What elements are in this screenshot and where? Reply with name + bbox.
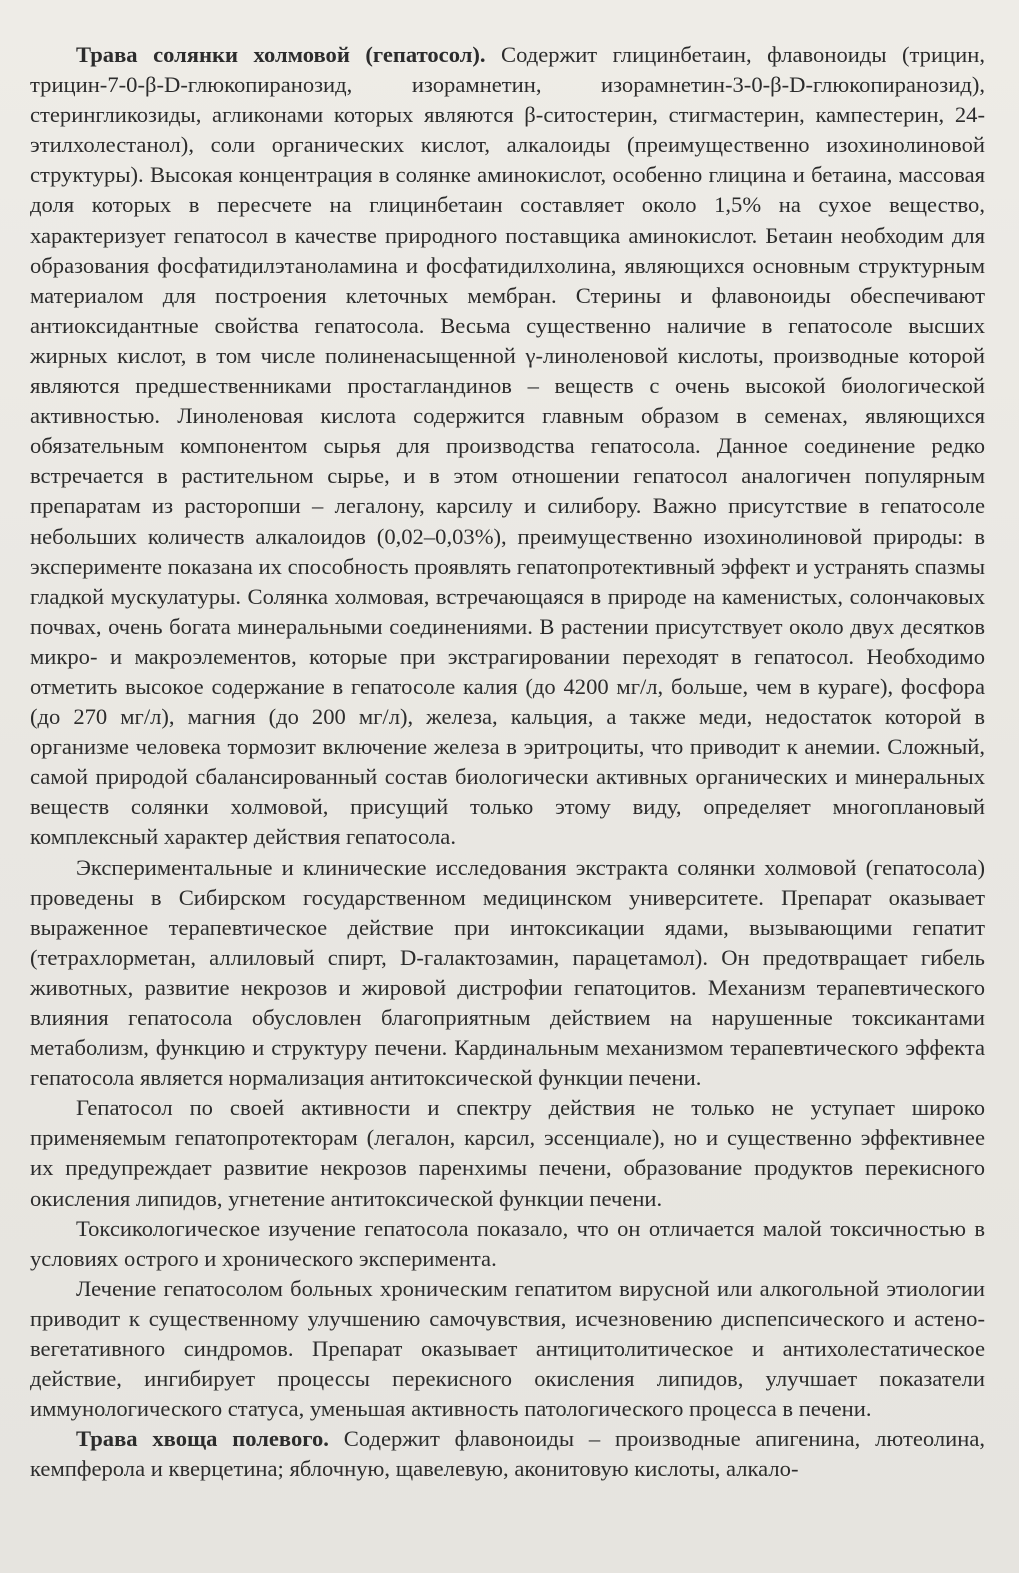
paragraph-text: Токсикологическое изучение гепатосола показало, что он отличается малой токсичностью в условиях острого и хронического эксперимента. <box>30 1215 985 1271</box>
paragraph-text: Содержит флавоноиды – производные апигенина, лютеолина, кемпферола и кверцетина; яблочную, щавелевую, аконитовую кислоты, алкало- <box>30 1426 985 1482</box>
paragraph-toxicology <box>30 1214 985 1274</box>
paragraph-horsetail <box>30 1424 985 1484</box>
paragraph-text: Гепатосол по своей активности и спектру действия не только не уступает широко применяемым гепатопротекторам (легалон, карсил, эссенциале), но и существенно эффективнее их предупреждает развитие некрозов паренхимы печени, образование продуктов перекисного окисления липидов, угнетение антитоксической функции печени. <box>30 1095 985 1211</box>
paragraph-comparison <box>30 1093 985 1213</box>
paragraph-text: Экспериментальные и клинические исследования экстракта солянки холмовой (гепатосола) проведены в Сибирском государственном медицинском университете. Препарат оказывает выраженное терапевтическое действие при интоксикации ядами, вызывающими гепатит (тетрахлорметан, аллиловый спирт, D-галактозамин, парацетамол). Он предотвращает гибель животных, развитие некрозов и жировой дистрофии гепатоцитов. Механизм терапевтического влияния гепатосола обусловлен благоприятным действием на нарушенные токсикантами метаболизм, функцию и структуру печени. Кардинальным механизмом терапевтического эффекта гепатосола является нормализация антитоксической функции печени. <box>30 854 985 1091</box>
section-heading-hepatosol: Трава солянки холмовой (гепатосол). <box>76 42 486 67</box>
paragraph-text: Лечение гепатосолом больных хроническим гепатитом вирусной или алкогольной этиологии приводит к существенному улучшению самочувствия, исчезновению диспепсического и астено-вегетативного синдромов. Препарат оказывает антицитолитическое и антихолестатическое действие, ингибирует процессы перекисного окисления липидов, улучшает показатели иммунологического статуса, уменьшая активность патологического процесса в печени. <box>30 1275 985 1422</box>
paragraph-treatment <box>30 1274 985 1424</box>
paragraph-text: Содержит глицинбетаин, флавоноиды (трицин, трицин-7-0-β-D-глюкопиранозид, изорамнетин, изорамнетин-3-0-β-D-глюкопиранозид), стерингликозиды, агликонами которых являются β-ситостерин, стигмастерин, кампестерин, 24-этилхолестанол), соли органических кислот, алкалоиды (преимущественно изохинолиновой структуры). Высокая концентрация в солянке аминокислот, особенно глицина и бетаина, массовая доля которых в пересчете на глицинбетаин составляет около 1,5% на сухое вещество, характеризует гепатосол в качестве природного поставщика аминокислот. Бетаин необходим для образования фосфатидилэтаноламина и фосфатидилхолина, являющихся основным структурным материалом для построения клеточных мембран. Стерины и флавоноиды обеспечивают антиоксидантные свойства гепатосола. Весьма существенно наличие в гепатосоле высших жирных кислот, в том числе полиненасыщенной γ-линоленовой кислоты, производные которой являются предшественниками простагландинов – веществ с очень высокой биологической активностью. Линоленовая кислота содержится главным образом в семенах, являющихся обязательным компонентом сырья для производства гепатосола. Данное соединение редко встречается в растительном сырье, и в этом отношении гепатосол аналогичен популярным препаратам из расторопши – легалону, карсилу и силибору. Важно присутствие в гепатосоле небольших количеств алкалоидов (0,02–0,03%), преимущественно изохинолиновой природы: в эксперименте показана их способность проявлять гепатопротективный эффект и устранять спазмы гладкой мускулатуры. Солянка холмовая, встречающаяся в природе на каменистых, солончаковых почвах, очень богата минеральными соединениями. В растении присутствует около двух десятков микро- и макроэлементов, которые при экстрагировании переходят в гепатосол. Необходимо отметить высокое содержание в гепатосоле калия (до 4200 мг/л, больше, чем в кураге), фосфора (до 270 мг/л), магния (до 200 мг/л), железа, кальция, а также меди, недостаток которой в организме человека тормозит включение железа в эритроциты, что приводит к анемии. Сложный, самой природой сбалансированный состав биологически активных органических и минеральных веществ солянки холмовой, присущий только этому виду, определяет многоплановый комплексный характер действия гепатосола. <box>30 42 985 850</box>
paragraph-experimental <box>30 853 985 1094</box>
paragraph-hepatosol <box>30 40 985 853</box>
section-heading-horsetail: Трава хвоща полевого. <box>76 1426 329 1452</box>
